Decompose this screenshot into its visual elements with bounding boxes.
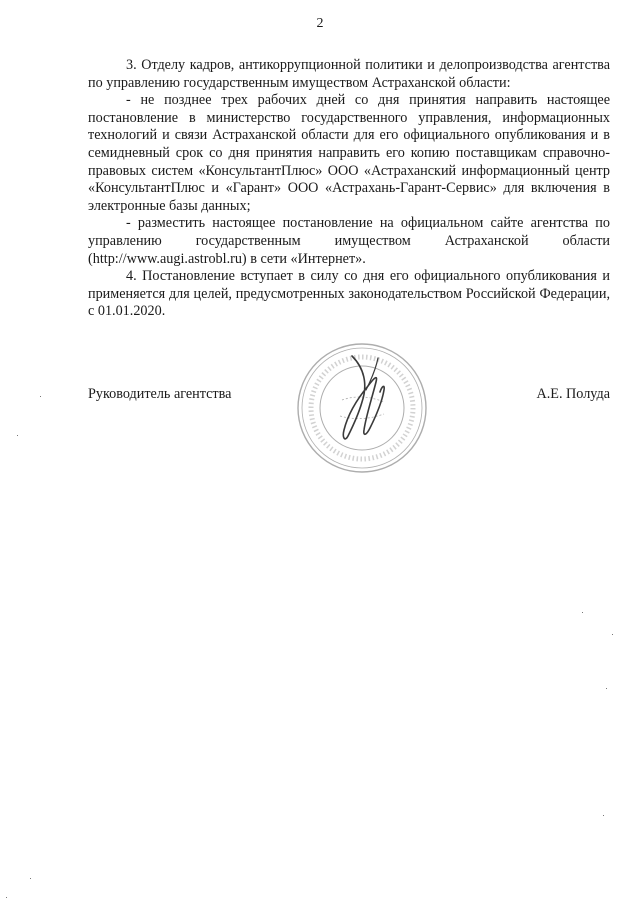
- document-body: [88, 57, 610, 321]
- paragraph-4: 4. Постановление вступает в силу со дня его официального опубликования и применяется для целей, предусмотренных законодательством Российской Федерации, с 01.01.2020.: [88, 268, 610, 320]
- paragraph-3: 3. Отделу кадров, антикоррупционной политики и делопроизводства агентства по управлению государственным имуществом Астраханской области:: [88, 57, 610, 91]
- paragraph-3-item-1: - не позднее трех рабочих дней со дня принятия направить настоящее постановление в министерство государственного управления, информационных технологий и связи Астраханской области для его официального опубликования и в семидневный срок со дня принятия направить его копию поставщикам справочно-правовых систем «КонсультантПлюс» ООО «Астраханский информационный центр «КонсультантПлюс и «Гарант» ООО «Астрахань-Гарант-Сервис» для включения в электронные базы данных;: [88, 92, 610, 214]
- signatory-title: Руководитель агентства: [88, 386, 232, 402]
- paragraph-3-item-2: - разместить настоящее постановление на официальном сайте агентства по управлению государственным имуществом Астраханской области (http://www.augi.astrobl.ru) в сети «Интернет».: [88, 215, 610, 267]
- seal-stamp-icon: [292, 338, 432, 478]
- page-number: 2: [316, 16, 324, 31]
- signatory-name: А.Е. Полуда: [536, 386, 610, 402]
